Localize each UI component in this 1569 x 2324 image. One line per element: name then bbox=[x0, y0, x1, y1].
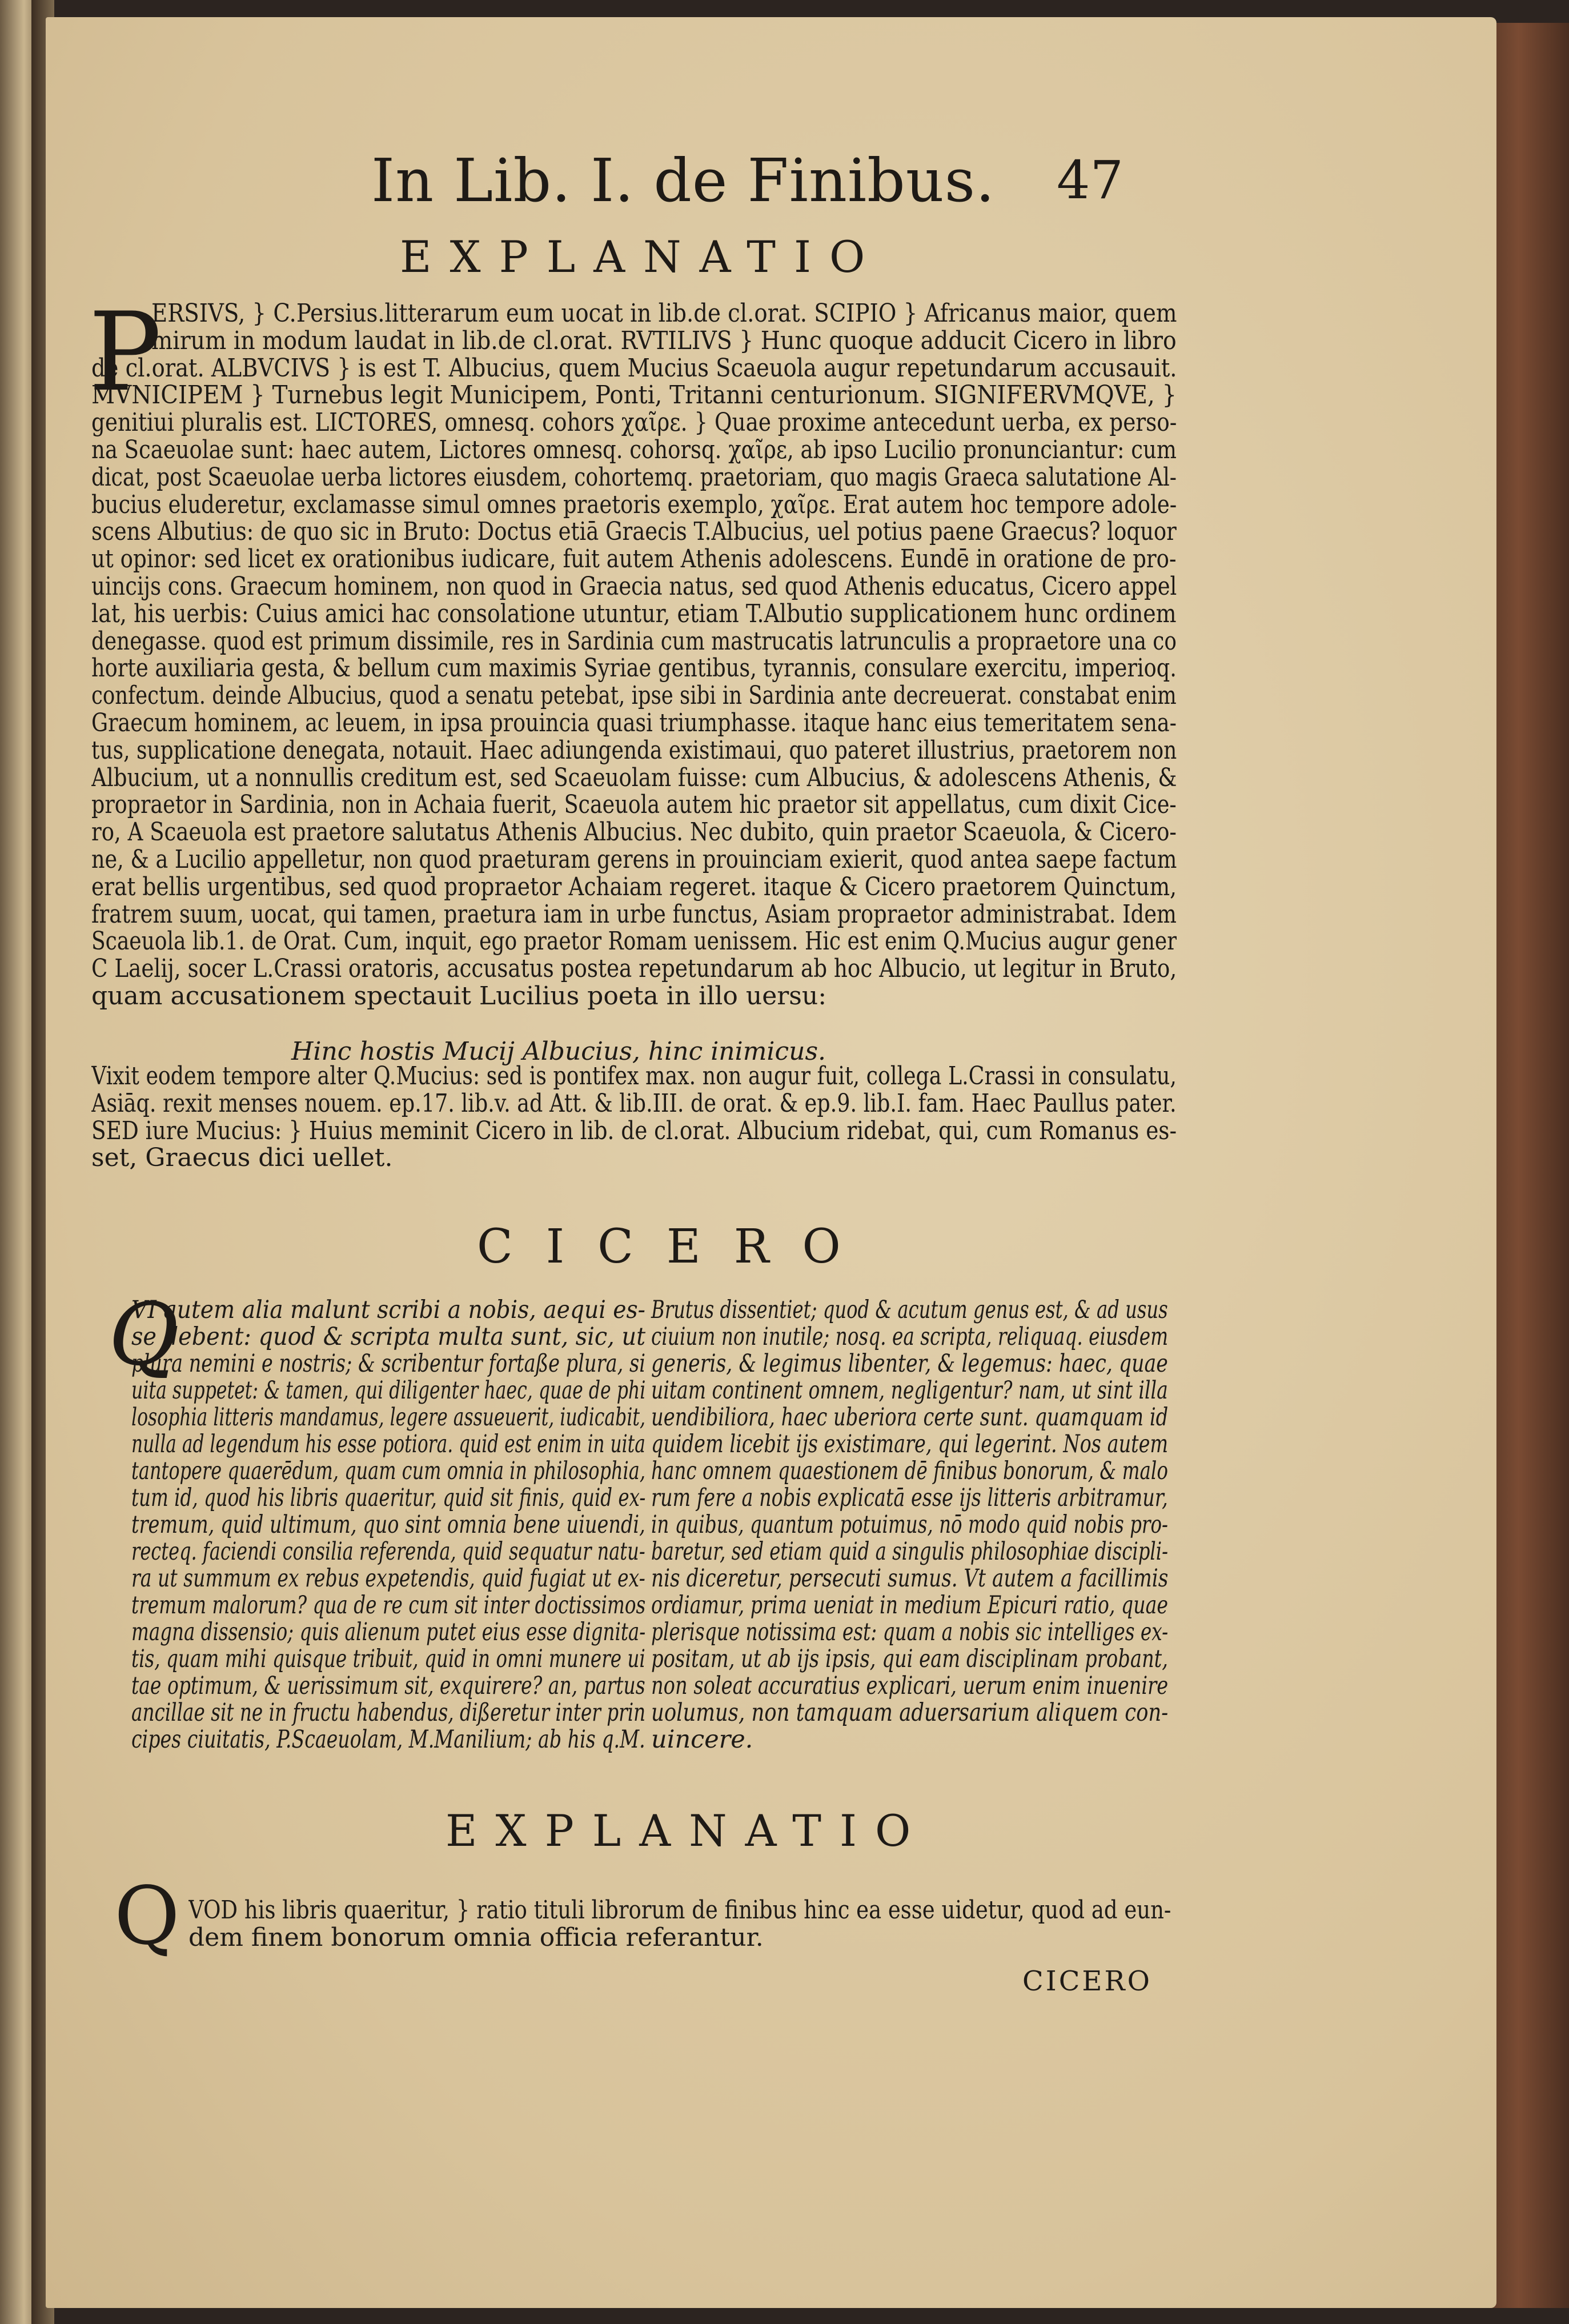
text-line: uitam continent omnem, negligentur? nam, ut sint illa bbox=[651, 1376, 1168, 1405]
text-line: MVNICIPEM } Turnebus legit Municipem, Ponti, Tritanni centurionum. SIGNIFERVMQVE, } bbox=[91, 382, 1177, 410]
text-column-right bbox=[651, 1297, 1168, 1753]
text-line: cipes ciuitatis, P.Scaeuolam, M.Manilium; ab his q.M. bbox=[131, 1725, 645, 1754]
text-line: se debent: quod & scripta multa sunt, sic, ut bbox=[131, 1323, 646, 1351]
text-line: dem finem bonorum omnia officia referantur. bbox=[188, 1924, 764, 1952]
text-line: propraetor in Sardinia, non in Achaia fuerit, Scaeuola autem hic praetor sit appellatus, cum dixit Cice- bbox=[91, 791, 1177, 819]
text-line: baretur, sed etiam quid a singulis philosophiae discipli- bbox=[651, 1537, 1169, 1566]
text-column-left bbox=[131, 1297, 645, 1753]
text-line: losophia litteris mandamus, legere assueuerit, iudicabit, bbox=[131, 1403, 646, 1432]
text-line: plura nemini e nostris; & scribentur fortaße plura, si bbox=[131, 1349, 645, 1378]
text-line: tus, supplicatione denegata, notauit. Haec adiungenda existimaui, quo pateret illustrius, praetorem non bbox=[91, 736, 1177, 764]
section-heading-explanatio-2: EXPLANATIO bbox=[446, 1805, 929, 1856]
text-line: quidem licebit ijs existimare, qui legerint. Nos autem bbox=[651, 1430, 1169, 1458]
text-line: bucius eluderetur, exclamasse simul omnes praetoris exemplo, χαῖρε. Erat autem hoc tempore adole- bbox=[91, 491, 1177, 519]
text-line: na Scaeuolae sunt: haec autem, Lictores omnesq. cohorsq. χαῖρε, ab ipso Lucilio pronunciantur: cum bbox=[91, 436, 1177, 464]
text-line: erat bellis urgentibus, sed quod propraetor Achaiam regeret. itaque & Cicero praetorem Quinctum, bbox=[91, 873, 1177, 901]
text-line: tis, quam mihi quisque tribuit, quid in omni munere ui bbox=[131, 1645, 645, 1673]
text-line: nis diceretur, persecuti sumus. Vt autem a facillimis bbox=[651, 1564, 1169, 1593]
text-line: tae optimum, & uerissimum sit, exquirere? an, partus bbox=[131, 1672, 645, 1700]
text-line: in quibus, quantum potuimus, nō modo quid nobis pro- bbox=[651, 1510, 1169, 1539]
text-line: fratrem suum, uocat, qui tamen, praetura iam in urbe functus, Asiam propraetor administrabat. Idem bbox=[91, 900, 1177, 928]
text-line: ne, & a Lucilio appelletur, non quod praeturam gerens in prouinciam exierit, quod antea saepe factum bbox=[91, 846, 1177, 873]
text-line: Vixit eodem tempore alter Q.Mucius: sed is pontifex max. non augur fuit, collega L.Crassi in consulatu, bbox=[91, 1063, 1177, 1090]
text-line: Brutus dissentiet; quod & acutum genus est, & ad usus bbox=[651, 1296, 1168, 1324]
text-line: tremum malorum? qua de re cum sit inter doctissimos bbox=[131, 1591, 646, 1620]
text-line: confectum. deinde Albucius, quod a senatu petebat, ipse sibi in Sardinia ante decreuerat. constabat enim bbox=[91, 682, 1177, 710]
text-line: non soleat accuratius explicari, uerum enim inuenire bbox=[651, 1672, 1169, 1700]
text-line: magna dissensio; quis alienum putet eius esse dignita- bbox=[131, 1618, 646, 1646]
text-line: recteq. faciendi consilia referenda, quid sequatur natu- bbox=[131, 1537, 645, 1566]
text-line: ro, A Scaeuola est praetore salutatus Athenis Albucius. Nec dubito, quin praetor Scaeuola, & Cicero- bbox=[91, 819, 1177, 846]
section-heading-cicero: CICERO bbox=[477, 1220, 874, 1274]
text-line: rum fere a nobis explicatā esse ijs litteris arbitramur, bbox=[651, 1484, 1168, 1512]
text-line: generis, & legimus libenter, & legemus: haec, quae bbox=[651, 1349, 1168, 1378]
drop-cap: Q bbox=[114, 1870, 180, 1963]
catchword: CICERO bbox=[1022, 1965, 1152, 1997]
text-line: ra ut summum ex rebus expetendis, quid fugiat ut ex- bbox=[131, 1564, 645, 1593]
text-line: ut opinor: sed licet ex orationibus iudicare, fuit autem Athenis adolescens. Eundē in oratione de pro- bbox=[91, 546, 1177, 573]
text-line: horte auxiliaria gesta, & bellum cum maximis Syriae gentibus, tyrannis, consulare exercitu, imperioq. bbox=[91, 655, 1177, 683]
text-line: C Laelij, socer L.Crassi oratoris, accusatus postea repetundarum ab hoc Albucio, ut legitur in Bruto, bbox=[91, 955, 1177, 983]
running-head: In Lib. I. de Finibus. bbox=[371, 146, 996, 215]
text-line: lat, his uerbis: Cuius amici hac consolatione utuntur, etiam T.Albutio supplicationem hunc ordinem bbox=[91, 600, 1177, 628]
text-line: nulla ad legendum his esse potiora. quid est enim in uita bbox=[131, 1430, 645, 1458]
text-line: tremum, quid ultimum, quo sint omnia bene uiuendi, bbox=[131, 1510, 645, 1539]
text-line: quam accusationem spectauit Lucilius poeta in illo uersu: bbox=[91, 982, 827, 1010]
text-line: tum id, quod his libris quaeritur, quid sit finis, quid ex- bbox=[131, 1484, 646, 1512]
text-line: Albucium, ut a nonnullis creditum est, sed Scaeuolam fuisse: cum Albucius, & adolescens Athenis, & bbox=[91, 764, 1177, 792]
text-line: Scaeuola lib.1. de Orat. Cum, inquit, ego praetor Romam uenissem. Hic est enim Q.Mucius augur gener bbox=[91, 928, 1177, 956]
text-line: set, Graecus dici uellet. bbox=[91, 1144, 393, 1172]
text-line: Graecum hominem, ac leuem, in ipsa prouincia quasi triumphasse. itaque hanc eius temeritatem sena- bbox=[91, 709, 1177, 737]
text-line: ancillae sit ne in fructu habendus, dißeretur inter prin bbox=[131, 1698, 646, 1727]
drop-cap: Q bbox=[109, 1285, 179, 1385]
text-line: ciuium non inutile; nosq. ea scripta, reliquaq. eiusdem bbox=[651, 1323, 1169, 1351]
text-line: tantopere quaerēdum, quam cum omnia in philosophia, bbox=[131, 1457, 645, 1485]
verse-quotation: Hinc hostis Mucij Albucius, hinc inimicus. bbox=[291, 1037, 826, 1066]
text-line: VI autem alia malunt scribi a nobis, aequi es- bbox=[131, 1296, 645, 1324]
text-line: hanc omnem quaestionem dē finibus bonorum, & malo bbox=[651, 1457, 1168, 1485]
page-number: 47 bbox=[1057, 150, 1124, 211]
text-line: plerisque notissima est: quam a nobis sic intelliges ex- bbox=[651, 1618, 1169, 1646]
text-line: positam, ut ab ijs ipsis, qui eam disciplinam probant, bbox=[651, 1645, 1168, 1673]
text-line: VOD his libris quaeritur, } ratio tituli librorum de finibus hinc ea esse uidetur, quod ad eun- bbox=[188, 1897, 1171, 1924]
text-line: uendibiliora, haec uberiora certe sunt. quamquam id bbox=[651, 1403, 1169, 1432]
text-line: de cl.orat. ALBVCIVS } is est T. Albucius, quem Mucius Scaeuola augur repetundarum accusauit. bbox=[91, 354, 1177, 382]
commentary-block-continued bbox=[91, 1063, 1177, 1172]
text-line: dicat, post Scaeuolae uerba lictores eiusdem, cohortemq. praetoriam, quo magis Graeca salutatione Al- bbox=[91, 463, 1177, 491]
text-line: uita suppetet: & tamen, qui diligenter haec, quae de phi bbox=[131, 1376, 646, 1405]
commentary-block bbox=[89, 289, 1177, 1010]
text-line: scens Albutius: de quo sic in Bruto: Doctus etiā Graecis T.Albucius, uel potius paene Graecus? loquor bbox=[91, 518, 1177, 546]
text-line: mirum in modum laudat in lib.de cl.orat. RVTILIVS } Hunc quoque adducit Cicero in libro bbox=[151, 327, 1177, 355]
text-line: uincere. bbox=[651, 1725, 753, 1754]
commentary-block-2 bbox=[188, 1897, 1171, 1952]
text-line: ordiamur, prima ueniat in medium Epicuri ratio, quae bbox=[651, 1591, 1169, 1620]
section-heading-explanatio: EXPLANATIO bbox=[400, 231, 884, 282]
text-line: uolumus, non tamquam aduersarium aliquem con- bbox=[651, 1698, 1169, 1727]
text-line: SED iure Mucius: } Huius meminit Cicero in lib. de cl.orat. Albucium ridebat, qui, cum Romanus es- bbox=[91, 1117, 1177, 1145]
drop-cap: P bbox=[89, 289, 162, 415]
text-line: Asiāq. rexit menses nouem. ep.17. lib.v. ad Att. & lib.III. de orat. & ep.9. lib.I. fam. Haec Paullus pater. bbox=[91, 1089, 1177, 1117]
text-line: genitiui pluralis est. LICTORES, omnesq. cohors χαῖρε. } Quae proxime antecedunt uerba, ex perso- bbox=[91, 409, 1177, 436]
text-line: denegasse. quod est primum dissimile, res in Sardinia cum mastrucatis latrunculis a propraetore una co bbox=[91, 627, 1177, 655]
book-cover-edge bbox=[1485, 23, 1569, 2308]
text-line: uincijs cons. Graecum hominem, non quod in Graecia natus, sed quod Athenis educatus, Cicero appel bbox=[91, 572, 1177, 600]
text-line: ERSIVS, } C.Persius.litterarum eum uocat in lib.de cl.orat. SCIPIO } Africanus maior, quem bbox=[151, 300, 1177, 327]
